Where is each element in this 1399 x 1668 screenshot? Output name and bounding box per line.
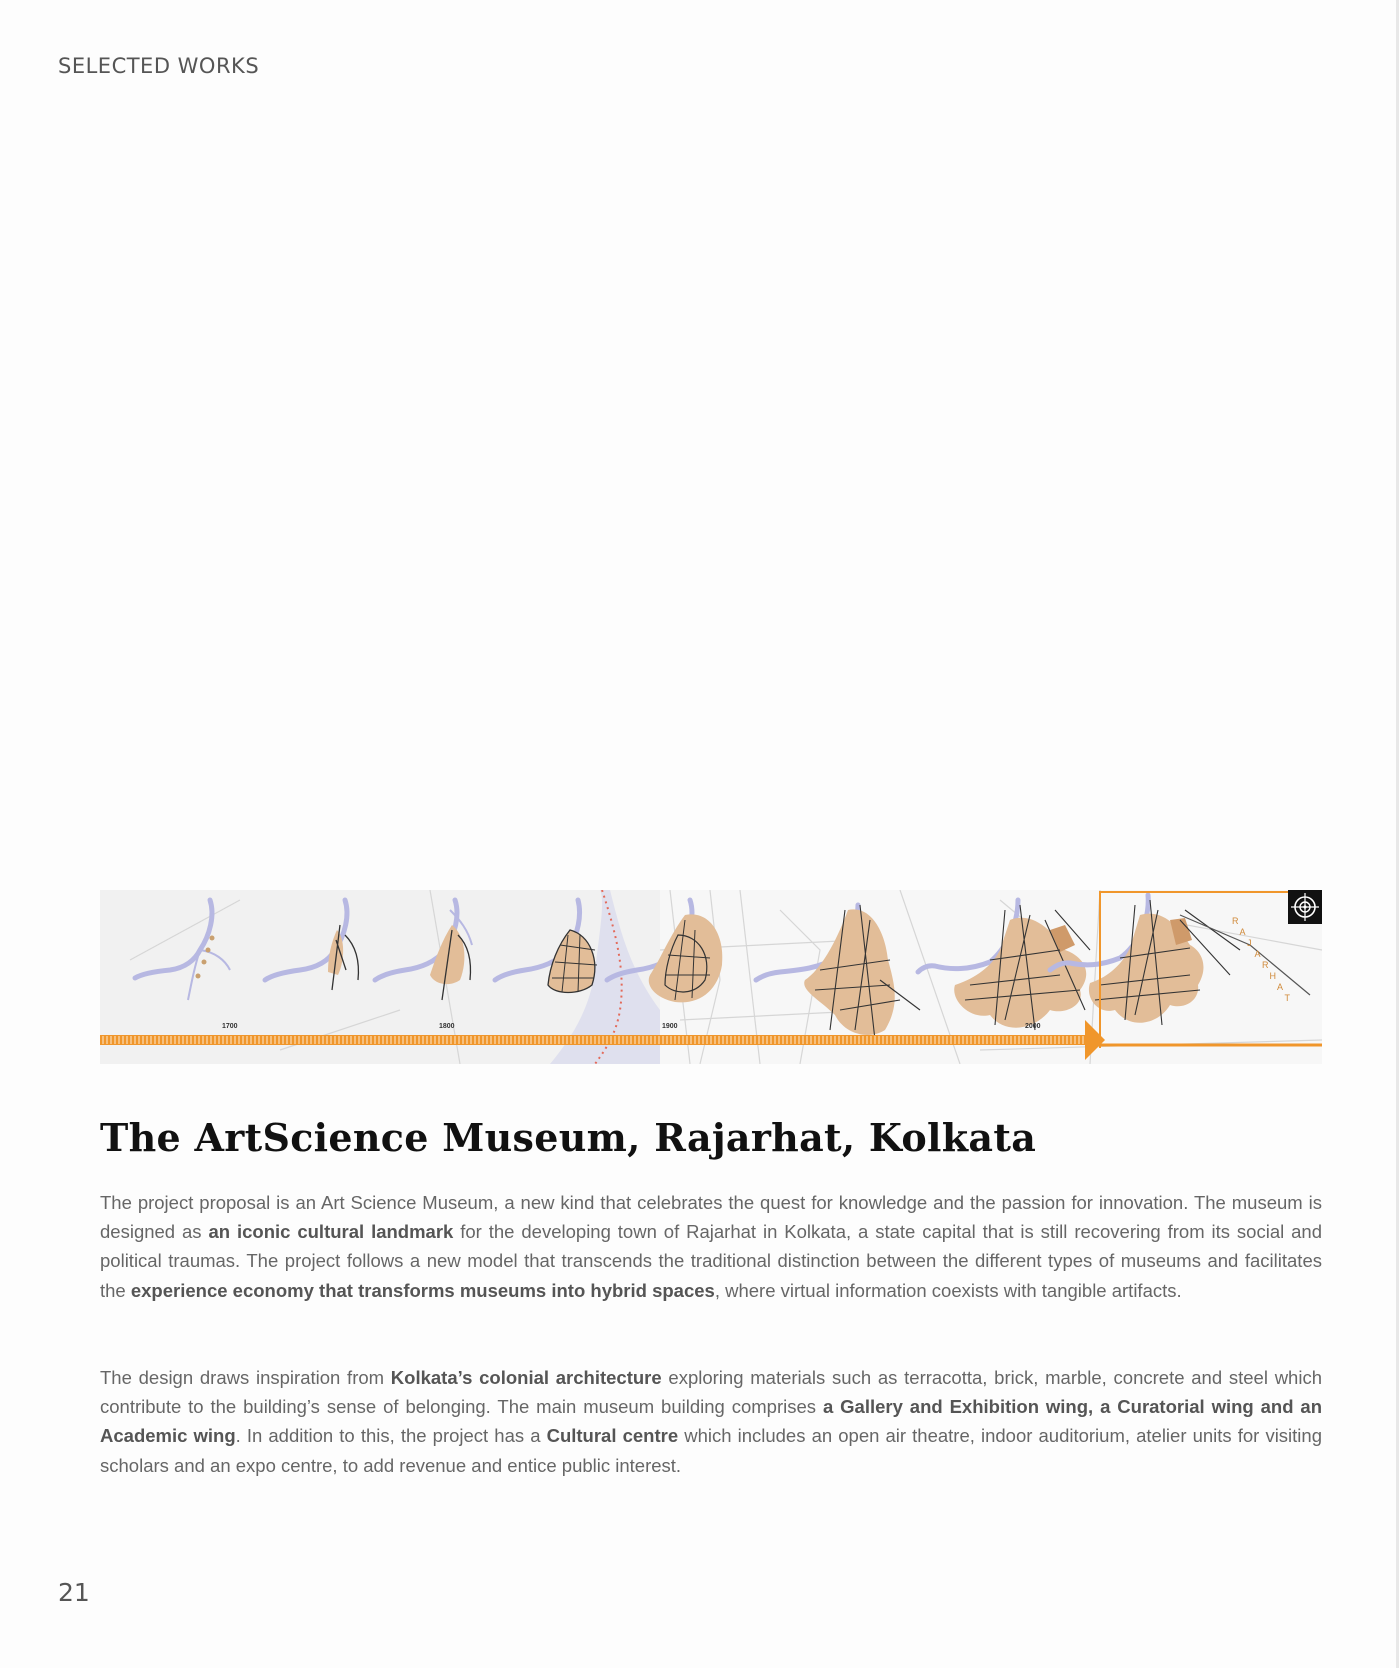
project-description-paragraph-1: The project proposal is an Art Science Museum, a new kind that celebrates the quest for knowledge and the passion for innovation. The museum is designed as an iconic cultural landmark for the developing town of Rajarhat in Kolkata, a state capital that is still recovering from its social and political traumas. The project follows a new model that transcends the traditional distinction between the different types of museums and facilitates the experience economy that transforms museums into hybrid spaces, where virtual information coexists with tangible artifacts. xyxy=(100,1192,1323,1301)
crosshair-icon xyxy=(1288,890,1322,924)
rajarhat-letter: H xyxy=(1269,971,1276,981)
section-label: SELECTED WORKS xyxy=(58,54,260,78)
rajarhat-letter: R xyxy=(1232,916,1239,926)
project-description-paragraph-2: The design draws inspiration from Kolkata’s colonial architecture exploring materials such as terracotta, brick, marble, concrete and steel which contribute to the building’s sense of belonging. The main museum building comprises a Gallery and Exhibition wing, a Curatorial wing and an Academic wing. In addition to this, the project has a Cultural centre which includes an open air theatre, indoor auditorium, atelier units for visiting scholars and an expo centre, to add revenue and entice public interest. xyxy=(100,1367,1322,1476)
highlight-museum-wings: a Gallery and Exhibition wing, a Curatorial wing and an Academic wing xyxy=(100,1396,1322,1447)
urban-growth-timeline xyxy=(100,890,1322,1064)
rajarhat-letter: A xyxy=(1277,982,1284,992)
highlight-iconic-landmark: an iconic cultural landmark xyxy=(208,1221,454,1243)
year-label-1900: 1900 xyxy=(662,1023,678,1030)
project-title: The ArtScience Museum, Rajarhat, Kolkata xyxy=(100,1115,1037,1160)
rajarhat-letter: A xyxy=(1239,927,1246,937)
highlight-cultural-centre: Cultural centre xyxy=(546,1425,679,1447)
page-number: 21 xyxy=(58,1578,90,1607)
rajarhat-letter: T xyxy=(1284,993,1290,1003)
rajarhat-letter: J xyxy=(1247,938,1252,948)
year-label-1700: 1700 xyxy=(222,1023,238,1030)
year-label-1800: 1800 xyxy=(439,1023,455,1030)
rajarhat-letter: A xyxy=(1254,949,1261,959)
year-label-2000: 2000 xyxy=(1025,1023,1041,1030)
rajarhat-letter: R xyxy=(1262,960,1269,970)
highlight-colonial-architecture: Kolkata’s colonial architecture xyxy=(390,1367,662,1388)
highlight-experience-economy: experience economy that transforms museums into hybrid spaces xyxy=(130,1279,715,1301)
timeline-bar xyxy=(100,1035,1085,1045)
